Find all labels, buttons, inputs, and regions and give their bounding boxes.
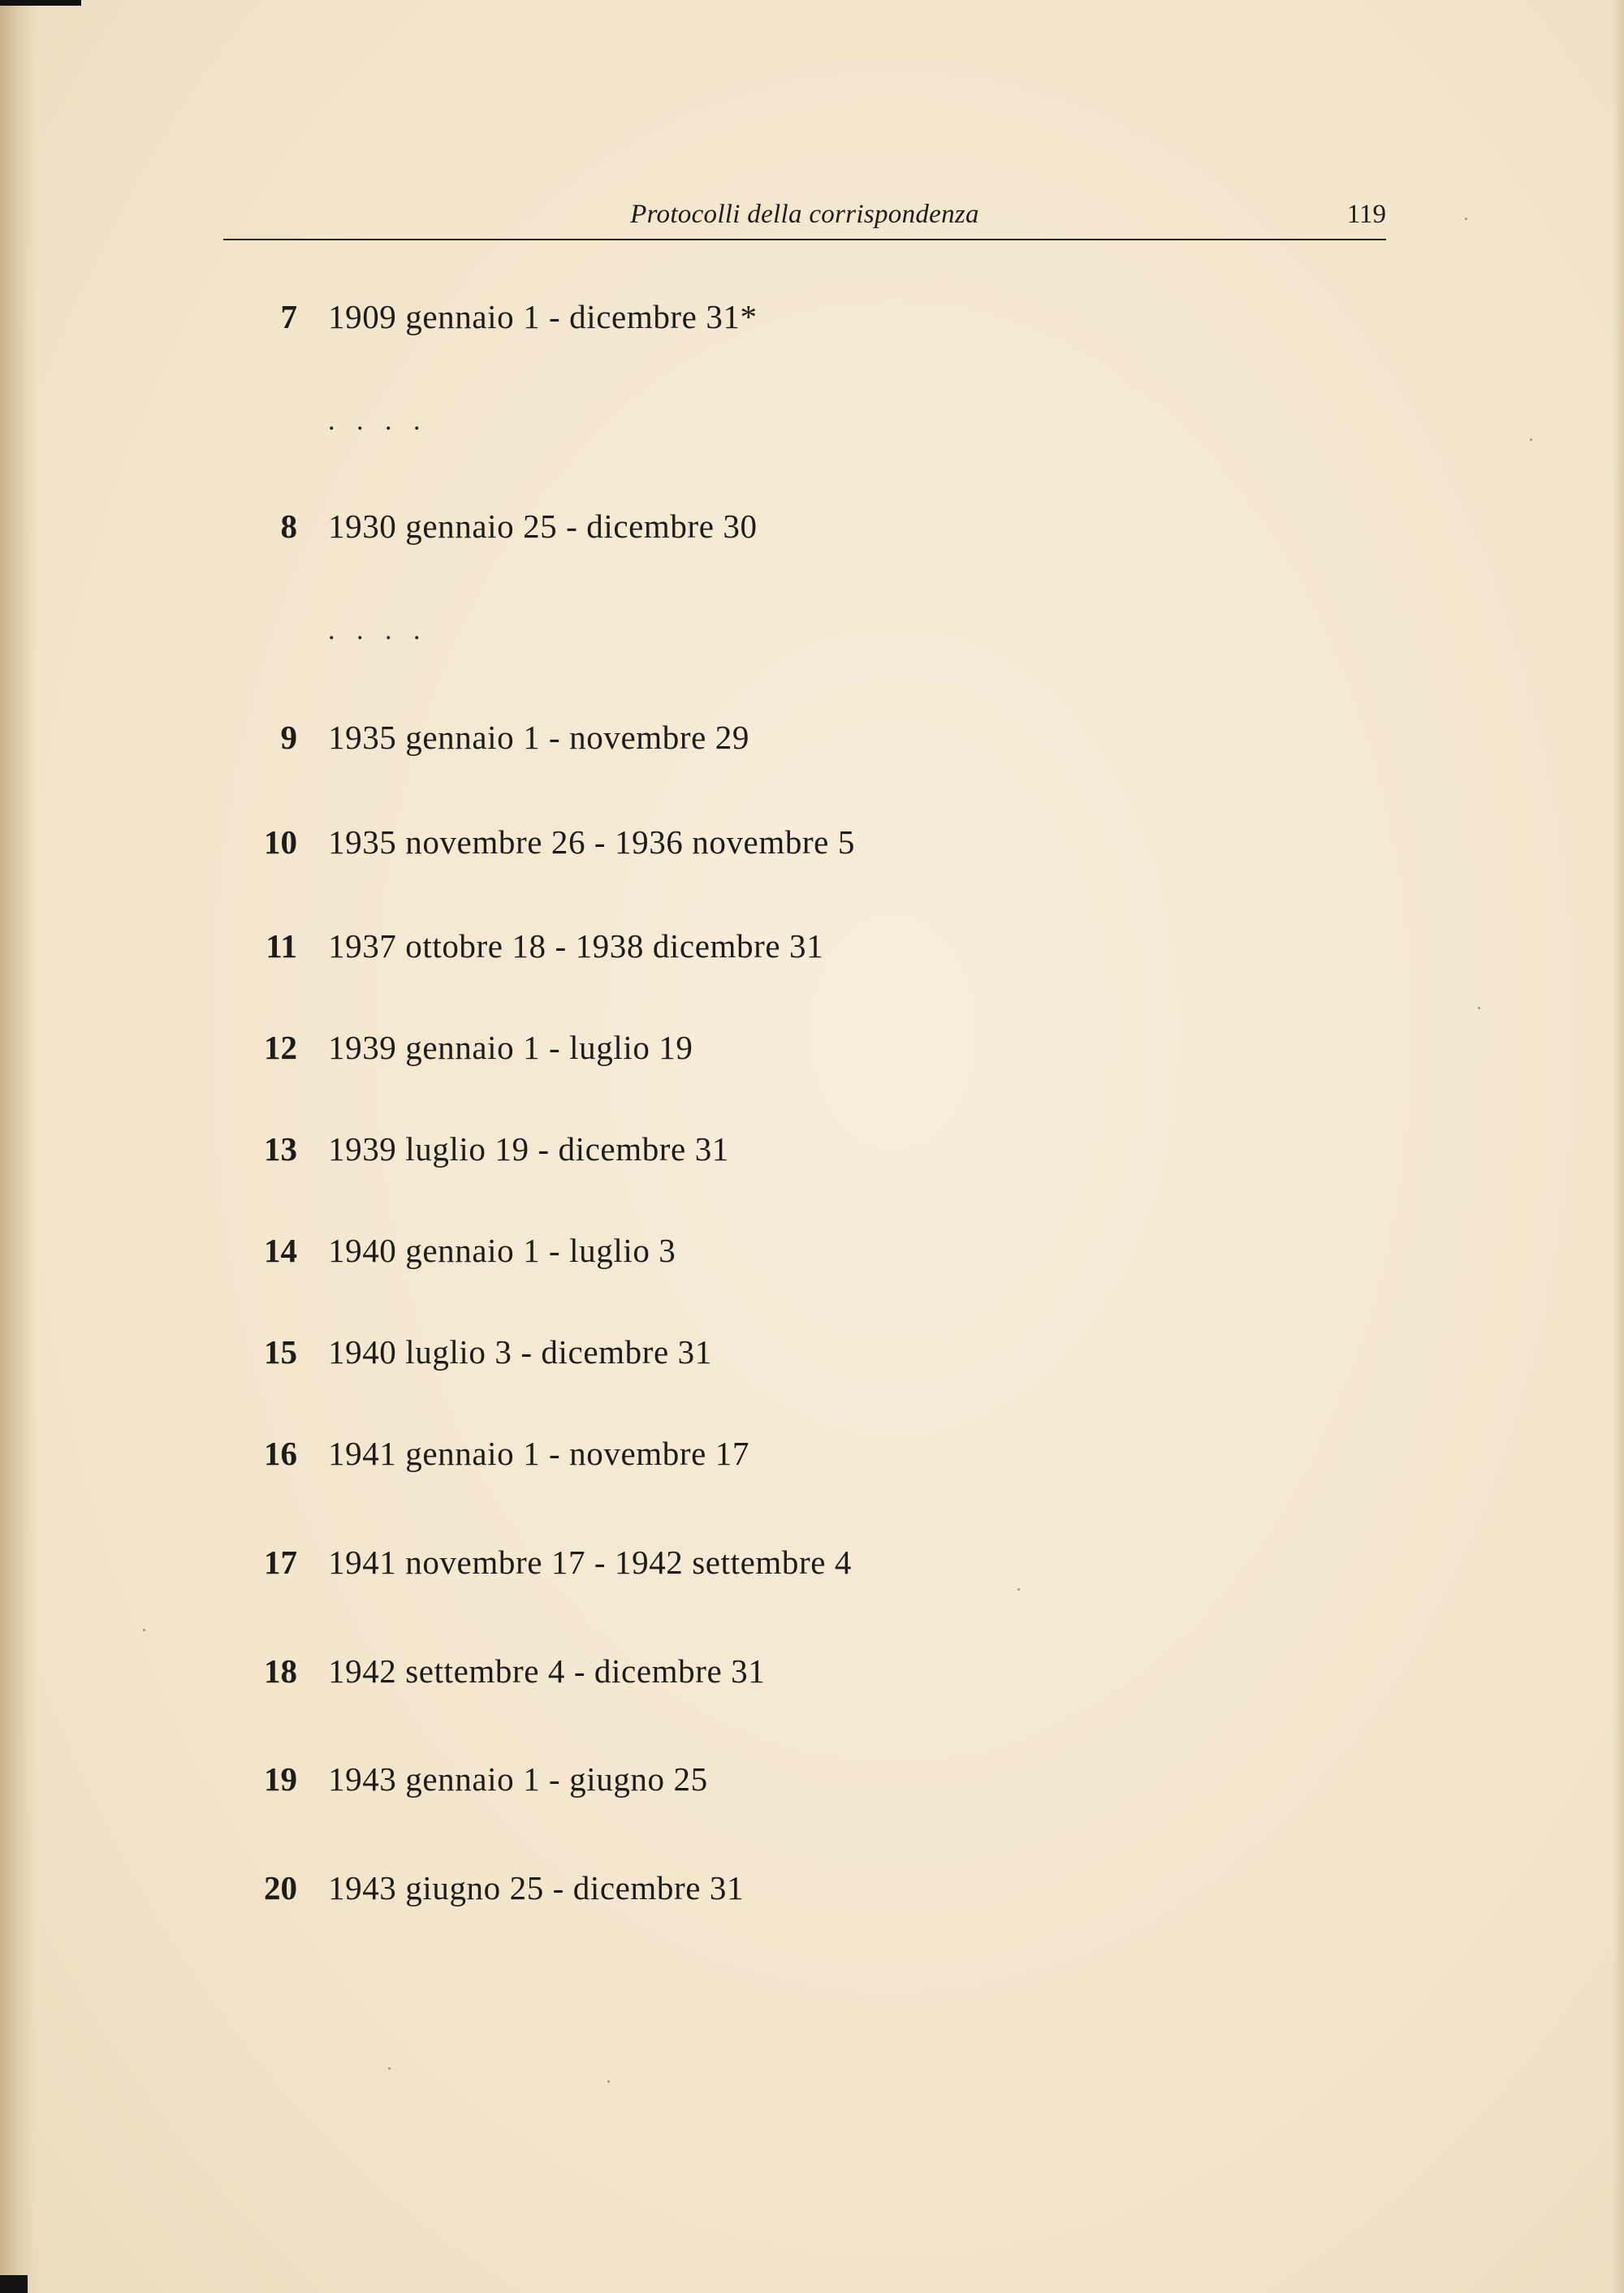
entry-date-range: 1930 gennaio 25 - dicembre 30 (328, 507, 758, 545)
entry-number: 12 (264, 1029, 297, 1066)
entry-number: 16 (264, 1435, 297, 1472)
entry-date-range: 1939 luglio 19 - dicembre 31 (328, 1130, 729, 1168)
scan-speck (1017, 1588, 1020, 1591)
running-head (223, 200, 1386, 242)
entry-date-range: 1940 gennaio 1 - luglio 3 (328, 1232, 676, 1269)
entry-date-range: 1909 gennaio 1 - dicembre 31* (328, 298, 758, 335)
omission-dots: . . . . (328, 406, 428, 436)
entry-date-range: 1942 settembre 4 - dicembre 31 (328, 1652, 766, 1690)
scan-speck (1478, 1007, 1480, 1009)
omission-dots: . . . . (328, 615, 428, 646)
page-binding-shadow (0, 0, 36, 2293)
entry-number: 15 (264, 1333, 297, 1371)
scan-speck (143, 1629, 145, 1631)
scan-corner-top (0, 0, 81, 6)
entry-date-range: 1943 gennaio 1 - giugno 25 (328, 1760, 708, 1798)
page-number: 119 (1346, 200, 1386, 229)
entry-number: 11 (266, 927, 297, 965)
scan-corner-bottom (0, 2275, 28, 2293)
running-title: Protocolli della corrispondenza (630, 200, 979, 229)
entry-number: 14 (264, 1232, 297, 1269)
entry-number: 19 (264, 1760, 297, 1798)
entry-number: 13 (264, 1130, 297, 1168)
scan-speck (1465, 218, 1467, 220)
entry-date-range: 1935 gennaio 1 - novembre 29 (328, 719, 749, 756)
entry-date-range: 1935 novembre 26 - 1936 novembre 5 (328, 823, 855, 861)
entry-date-range: 1943 giugno 25 - dicembre 31 (328, 1869, 745, 1907)
entry-number: 7 (280, 298, 297, 335)
entry-number: 17 (264, 1544, 297, 1581)
entry-date-range: 1939 gennaio 1 - luglio 19 (328, 1029, 693, 1066)
entry-date-range: 1940 luglio 3 - dicembre 31 (328, 1333, 712, 1371)
page-edge-shadow (1613, 0, 1624, 2293)
entry-number: 10 (264, 823, 297, 861)
entry-number: 8 (280, 507, 297, 545)
entry-date-range: 1941 novembre 17 - 1942 settembre 4 (328, 1544, 852, 1581)
scan-speck (1530, 438, 1532, 441)
scan-speck (388, 2067, 391, 2070)
header-rule (223, 239, 1386, 240)
entry-number: 20 (264, 1869, 297, 1907)
entry-number: 18 (264, 1652, 297, 1690)
entry-number: 9 (280, 719, 297, 756)
scan-speck (607, 2080, 610, 2083)
entry-date-range: 1937 ottobre 18 - 1938 dicembre 31 (328, 927, 824, 965)
entry-date-range: 1941 gennaio 1 - novembre 17 (328, 1435, 749, 1472)
